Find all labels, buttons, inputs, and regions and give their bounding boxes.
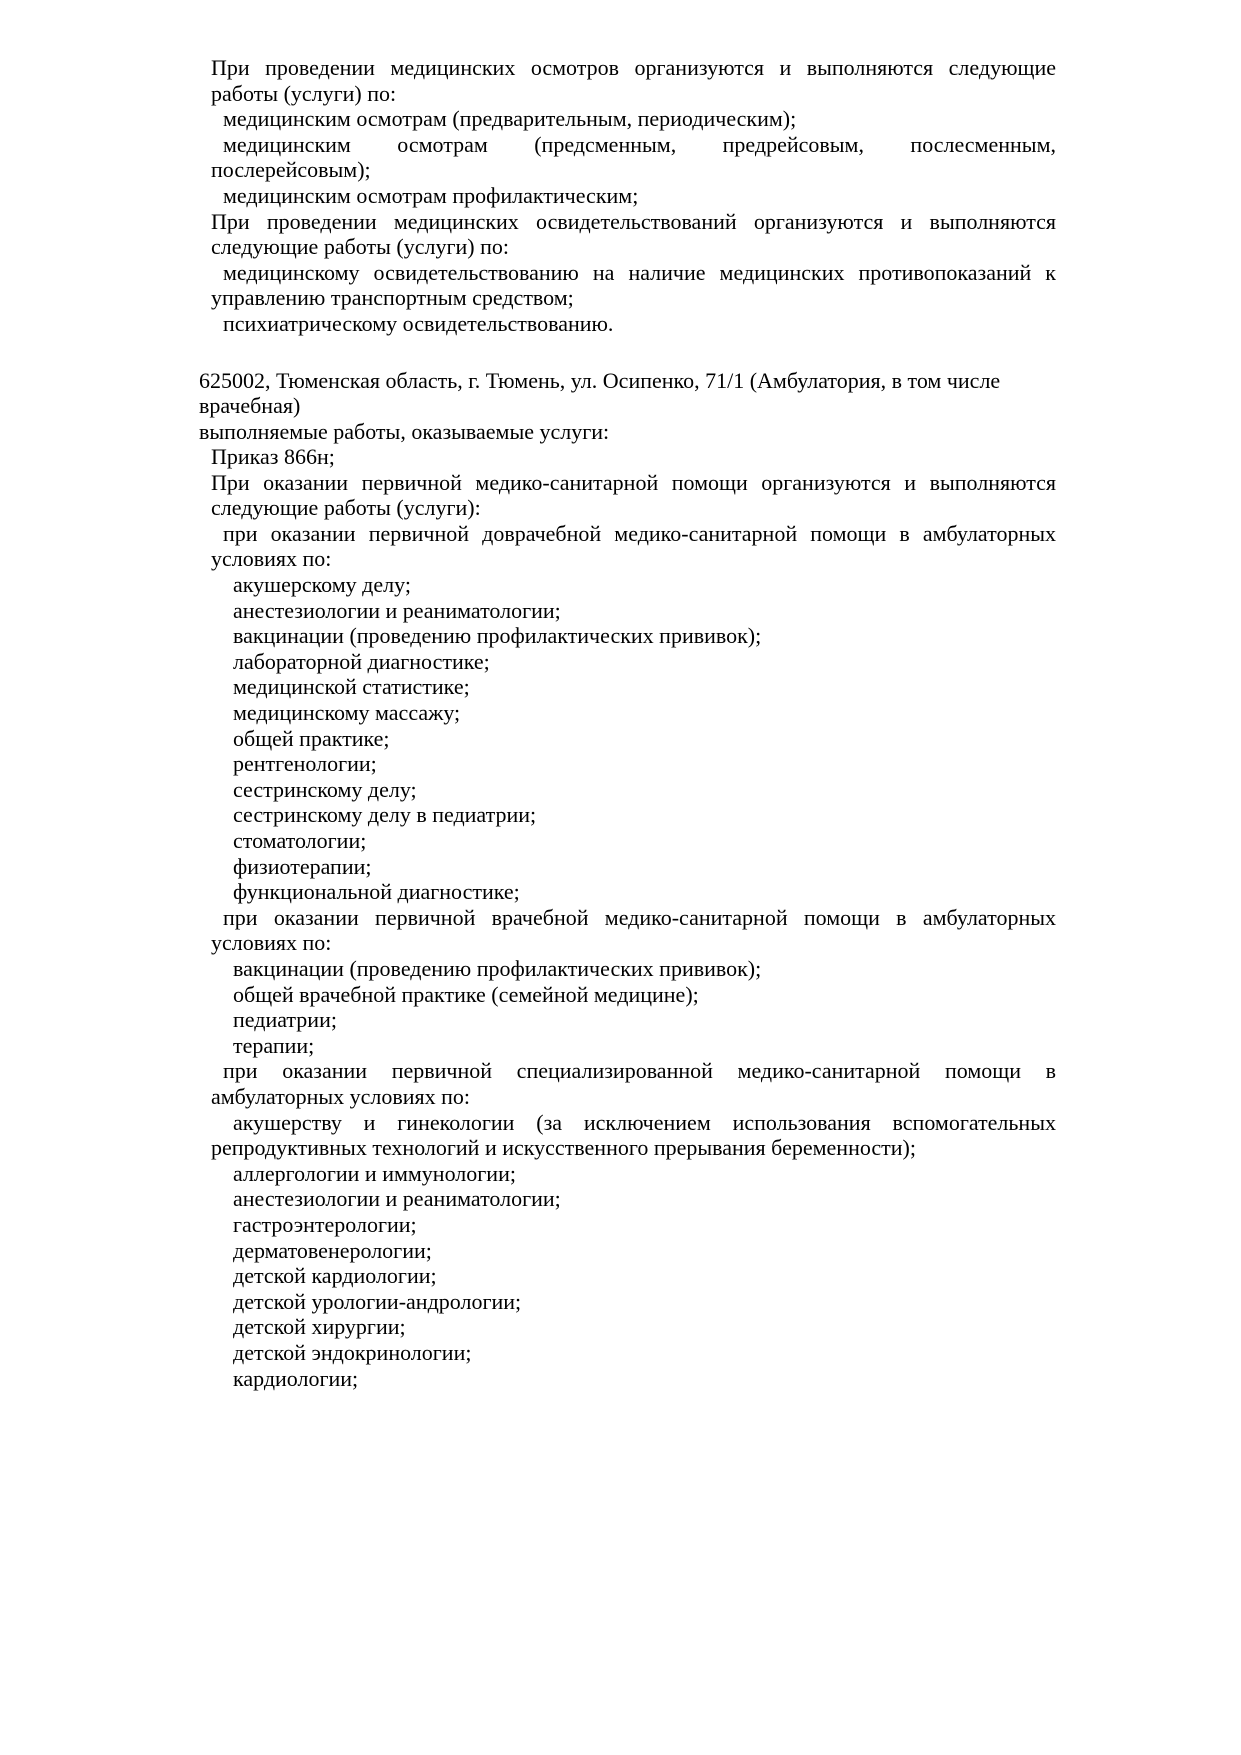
list-item: физиотерапии; [233, 854, 372, 879]
subsection-line: амбулаторных условиях по: [211, 1084, 471, 1109]
list-item: управлению транспортным средством; [211, 285, 574, 310]
subsection-line: условиях по: [211, 930, 332, 955]
list-item: анестезиологии и реаниматологии; [233, 598, 561, 623]
paragraph-line: работы (услуги) по: [211, 81, 397, 106]
paragraph-line: При оказании первичной медико-санитарной помощи организуются и выполняются [211, 470, 1056, 495]
list-item: анестезиологии и реаниматологии; [233, 1186, 561, 1211]
list-item: педиатрии; [233, 1007, 337, 1032]
subsection-line: при оказании первичной доврачебной медико-санитарной помощи в амбулаторных [223, 521, 1056, 546]
list-item: медицинскому освидетельствованию на наличие медицинских противопоказаний к [223, 260, 1056, 285]
list-item: медицинской статистике; [233, 674, 470, 699]
paragraph-line: При проведении медицинских освидетельствований организуются и выполняются [211, 209, 1056, 234]
section-heading: выполняемые работы, оказываемые услуги: [199, 419, 610, 444]
list-item: медицинскому массажу; [233, 700, 461, 725]
list-item: акушерскому делу; [233, 572, 411, 597]
order-line: Приказ 866н; [211, 444, 335, 469]
list-item: детской кардиологии; [233, 1263, 437, 1288]
list-item: сестринскому делу в педиатрии; [233, 802, 537, 827]
list-item: вакцинации (проведению профилактических прививок); [233, 623, 762, 648]
list-item: медицинским осмотрам (предварительным, периодическим); [223, 106, 797, 131]
list-item: репродуктивных технологий и искусственного прерывания беременности); [211, 1135, 916, 1160]
list-item: медицинским осмотрам профилактическим; [223, 183, 639, 208]
list-item: аллергологии и иммунологии; [233, 1161, 516, 1186]
list-item: кардиологии; [233, 1366, 359, 1391]
paragraph-line: следующие работы (услуги) по: [211, 234, 509, 259]
list-item: сестринскому делу; [233, 777, 417, 802]
list-item: вакцинации (проведению профилактических прививок); [233, 956, 762, 981]
address-line: врачебная) [199, 393, 301, 418]
list-item: детской эндокринологии; [233, 1340, 472, 1365]
list-item: акушерству и гинекологии (за исключением использования вспомогательных [233, 1110, 1056, 1135]
subsection-line: условиях по: [211, 546, 332, 571]
list-item: послерейсовым); [211, 157, 371, 182]
list-item: медицинским осмотрам (предсменным, предрейсовым, послесменным, [223, 132, 1056, 157]
list-item: дерматовенерологии; [233, 1238, 432, 1263]
list-item: общей практике; [233, 726, 390, 751]
list-item: лабораторной диагностике; [233, 649, 490, 674]
list-item: общей врачебной практике (семейной медицине); [233, 982, 699, 1007]
subsection-line: при оказании первичной специализированной медико-санитарной помощи в [223, 1058, 1056, 1083]
list-item: терапии; [233, 1033, 315, 1058]
list-item: стоматологии; [233, 828, 367, 853]
list-item: гастроэнтерологии; [233, 1212, 417, 1237]
list-item: функциональной диагностике; [233, 879, 520, 904]
list-item: рентгенологии; [233, 751, 377, 776]
paragraph-line: следующие работы (услуги): [211, 495, 481, 520]
paragraph-line: При проведении медицинских осмотров организуются и выполняются следующие [211, 55, 1056, 80]
address-line: 625002, Тюменская область, г. Тюмень, ул. Осипенко, 71/1 (Амбулатория, в том числе [199, 368, 1001, 393]
list-item: детской урологии-андрологии; [233, 1289, 522, 1314]
list-item: психиатрическому освидетельствованию. [223, 311, 614, 336]
list-item: детской хирургии; [233, 1314, 406, 1339]
subsection-line: при оказании первичной врачебной медико-санитарной помощи в амбулаторных [223, 905, 1056, 930]
